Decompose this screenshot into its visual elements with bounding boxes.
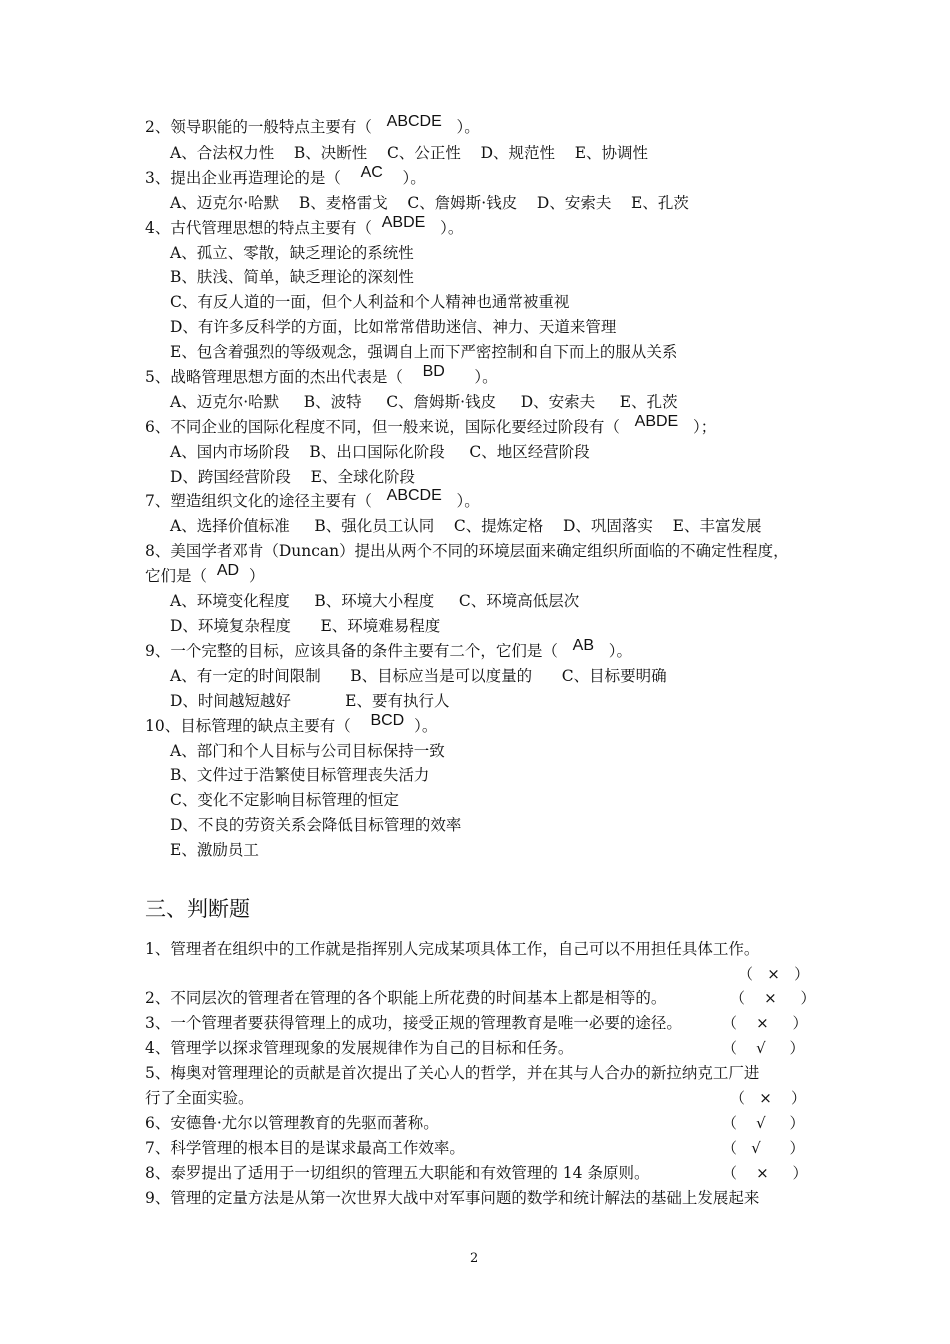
option-c: C、有反人道的一面，但个人利益和个人精神也通常被重视 [170, 293, 570, 311]
question-3: 3、提出企业再造理论的是（ AC ）。 [145, 164, 426, 187]
tf-question-1: 1、管理者在组织中的工作就是指挥别人完成某项具体工作，自己可以不用担任具体工作。 [145, 940, 760, 958]
options-line: A、迈克尔·哈默 B、麦格雷戈 C、詹姆斯·钱皮 D、安索夫 E、孔茨 [170, 194, 689, 212]
options-line: D、时间越短越好 E、要有执行人 [170, 692, 450, 710]
tf-question-2: 2、不同层次的管理者在管理的各个职能上所花费的时间基本上都是相等的。 [145, 989, 667, 1007]
answer: ABDE [634, 413, 679, 430]
page-number: 2 [470, 1251, 479, 1266]
question-8: 8、美国学者邓肯（Duncan）提出从两个不同的环境层面来确定组织所面临的不确定性程度， [145, 542, 789, 560]
tf-answer-6: （ √ ） [722, 1114, 805, 1132]
option-b: B、文件过于浩繁使目标管理丧失活力 [170, 766, 430, 784]
tf-answer-1: （ × ） [738, 965, 810, 983]
tf-question-9: 9、管理的定量方法是从第一次世界大战中对军事问题的数学和统计解法的基础上发展起来 [145, 1189, 760, 1207]
answer: ABCDE [386, 487, 442, 504]
options-line: A、有一定的时间限制 B、目标应当是可以度量的 C、目标要明确 [170, 667, 667, 685]
tf-question-8: 8、泰罗提出了适用于一切组织的管理五大职能和有效管理的 14 条原则。 [145, 1164, 650, 1182]
question-6: 6、不同企业的国际化程度不同，但一般来说，国际化要经过阶段有（ ABDE ）； [145, 413, 717, 436]
tf-question-4: 4、管理学以探求管理现象的发展规律作为自己的目标和任务。 [145, 1039, 574, 1057]
options-line: A、迈克尔·哈默 B、波特 C、詹姆斯·钱皮 D、安索夫 E、孔茨 [170, 393, 678, 411]
answer: ABCDE [386, 113, 442, 130]
tf-question-7: 7、科学管理的根本目的是谋求最高工作效率。 [145, 1139, 465, 1157]
tf-answer-5: （ × ） [730, 1089, 806, 1107]
option-d: D、有许多反科学的方面，比如常常借助迷信、神力、天道来管理 [170, 318, 617, 336]
tf-question-6: 6、安德鲁·尤尔以管理教育的先驱而著称。 [145, 1114, 439, 1132]
option-d: D、不良的劳资关系会降低目标管理的效率 [170, 816, 462, 834]
option-c: C、变化不定影响目标管理的恒定 [170, 791, 399, 809]
options-line: A、国内市场阶段 B、出口国际化阶段 C、地区经营阶段 [170, 443, 590, 461]
option-b: B、肤浅、简单，缺乏理论的深刻性 [170, 268, 414, 286]
options-line: A、选择价值标准 B、强化员工认同 C、提炼定格 D、巩固落实 E、丰富发展 [170, 517, 762, 535]
tf-question-3: 3、一个管理者要获得管理上的成功，接受正规的管理教育是唯一必要的途径。 [145, 1014, 682, 1032]
question-9: 9、一个完整的目标，应该具备的条件主要有二个，它们是（ AB ）。 [145, 637, 633, 660]
question-4: 4、古代管理思想的特点主要有（ ABDE ）。 [145, 214, 464, 237]
answer: BD [422, 363, 445, 380]
answer: ABDE [381, 214, 426, 231]
options-line: A、环境变化程度 B、环境大小程度 C、环境高低层次 [170, 592, 580, 610]
answer: AD [216, 562, 240, 579]
options-line: D、环境复杂程度 E、环境难易程度 [170, 617, 441, 635]
option-e: E、包含着强烈的等级观念，强调自上而下严密控制和自下而上的服从关系 [170, 343, 678, 361]
option-a: A、部门和个人目标与公司目标保持一致 [170, 742, 445, 760]
answer: AB [572, 637, 594, 654]
tf-answer-7: （ √ ） [722, 1139, 805, 1157]
question-8-cont: 它们是（ AD ） [145, 562, 265, 585]
section-heading: 三、判断题 [145, 897, 250, 921]
answer: AC [360, 164, 383, 181]
question-5: 5、战略管理思想方面的杰出代表是（ BD ）。 [145, 363, 498, 386]
tf-answer-2: （ × ） [730, 989, 816, 1007]
tf-answer-4: （ √ ） [722, 1039, 805, 1057]
tf-question-5-cont: 行了全面实验。 [145, 1089, 254, 1107]
answer: BCD [370, 712, 405, 729]
question-10: 10、目标管理的缺点主要有（ BCD ）。 [145, 712, 438, 735]
option-a: A、孤立、零散，缺乏理论的系统性 [170, 244, 414, 262]
tf-answer-8: （ × ） [722, 1164, 808, 1182]
question-7: 7、塑造组织文化的途径主要有（ ABCDE ）。 [145, 487, 480, 510]
options-line: A、合法权力性 B、决断性 C、公正性 D、规范性 E、协调性 [170, 144, 649, 162]
option-e: E、激励员工 [170, 841, 259, 859]
question-2: 2、领导职能的一般特点主要有（ ABCDE ）。 [145, 113, 480, 136]
options-line: D、跨国经营阶段 E、全球化阶段 [170, 468, 415, 486]
tf-question-5: 5、梅奥对管理理论的贡献是首次提出了关心人的哲学，并在其与人合办的新拉纳克工厂进 [145, 1064, 760, 1082]
tf-answer-3: （ × ） [722, 1014, 808, 1032]
